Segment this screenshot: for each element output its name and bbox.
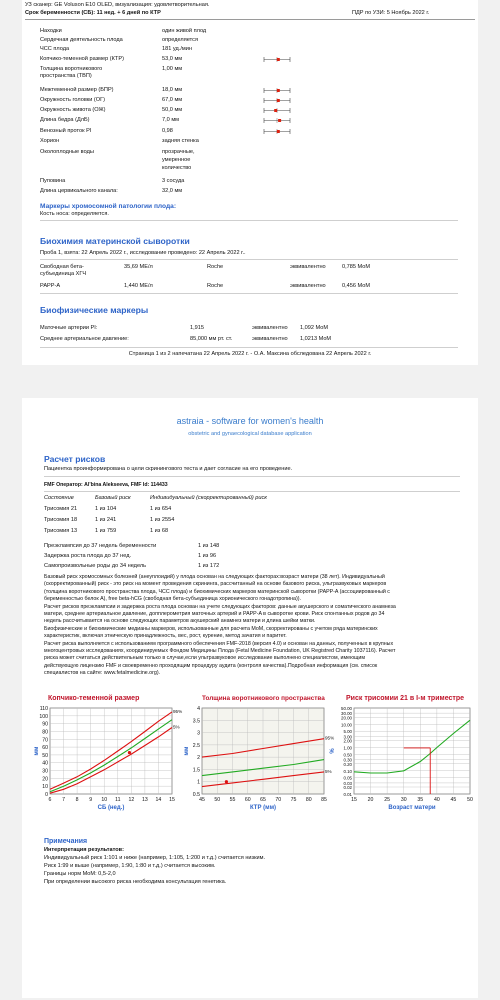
risk-title: Расчет рисков (44, 454, 106, 464)
explanation-line: матери, среднее артериальное давление, допплерометрия маточных артерий и PAPP-A в сыворотке крови. Риск спонтанных родов до 34 (44, 611, 385, 617)
y-tick-label: 30.00 (341, 711, 352, 717)
y-tick-label: 90 (42, 721, 48, 728)
y-tick-label: 80 (42, 729, 48, 736)
y-tick-label: 40 (42, 760, 48, 767)
y-tick-label: 30 (42, 768, 48, 775)
x-tick-label: 55 (229, 797, 236, 803)
biophys-eq: эквивалентно (252, 336, 288, 342)
series-label: 5% (173, 724, 180, 730)
y-tick-label: 0.50 (343, 752, 352, 758)
sample-line: Проба 1, взята: 22 Апрель 2022 г., исследование проведено: 22 Апрель 2022 г.. (40, 250, 246, 256)
y-tick-label: 1.00 (343, 745, 352, 751)
patient-point (225, 780, 228, 783)
finding-value: 7,0 мм (162, 117, 180, 123)
biophys-title: Биофизические маркеры (40, 305, 149, 315)
y-tick-label: 3.00 (343, 734, 352, 740)
gestation-label: Срок беременности (СБ): 11 нед. + 6 дней по КТР (25, 10, 161, 16)
y-tick-label: 50.00 (341, 706, 352, 711)
y-tick-label: 0.20 (343, 761, 352, 767)
x-tick-label: 14 (155, 797, 162, 803)
y-tick-label: 1 (197, 779, 200, 786)
y-tick-label: 70 (42, 737, 48, 744)
finding-label: Хорион (40, 138, 60, 144)
finding-value: 32,0 мм (162, 188, 183, 194)
y-tick-label: 20 (42, 776, 48, 783)
nt-chart (182, 704, 335, 820)
y-tick-label: 0.02 (343, 785, 352, 791)
finding-label: пространства (ТВП) (40, 73, 92, 79)
biophys-mom: 1,092 MoM (300, 325, 328, 331)
note-line: Риск 1:99 и выше (например, 1:90, 1:80 и т.д.) считается высоким. (44, 863, 216, 869)
x-tick-label: 25 (384, 797, 391, 803)
y-tick-label: 3.5 (192, 718, 200, 725)
finding-label: Сердечная деятельность плода (40, 37, 123, 43)
y-tick-label: 0.5 (192, 792, 200, 798)
x-tick-label: 10 (101, 797, 108, 803)
finding-label: Межтеменной размер (БПР) (40, 87, 114, 93)
divider (40, 259, 458, 260)
x-tick-label: 11 (115, 797, 121, 803)
y-tick-label: 2 (197, 755, 200, 762)
risk-header-condition: Состояние (44, 495, 74, 501)
x-tick-label: 9 (89, 797, 93, 803)
y-tick-label: 20.00 (341, 715, 352, 721)
y-tick-label: 4 (197, 706, 200, 712)
plot-area (354, 708, 470, 794)
divider (44, 476, 460, 477)
range-marker (262, 97, 292, 104)
explanation-line: риска может считаться действительным только в случае,если ультразвуковое исследование выполнено специалистом, имеющим (44, 655, 366, 662)
finding-value: количество (162, 165, 192, 171)
other-risk-value: 1 из 172 (198, 563, 220, 569)
finding-label: Окружность головки (ОГ) (40, 97, 106, 103)
finding-label: Находки (40, 28, 62, 34)
divider (40, 220, 458, 221)
finding-value: умеренное (162, 157, 191, 163)
biophys-label: Маточные артерии PI: (40, 325, 98, 331)
biochem-mom: 0,456 MoM (342, 283, 370, 289)
finding-value: 1,00 мм (162, 66, 183, 72)
explanation-line: многоцентровых исследованиях, координируемых Фондом Медицины Плода (Fetal Medicine Foundation, UK Registred Charity 1037116). Расчет (44, 648, 396, 654)
risk-cell: 1 из 654 (150, 506, 172, 512)
y-tick-label: 60 (42, 745, 48, 752)
explanation-line: Расчет риска выполняется с использованием программного обеспечения FMF-2018 (версия 4.0) и основан на данных, полученных в крупных (44, 640, 394, 647)
risk-header-individual: Индивидуальный (скорректированный) риск (150, 495, 267, 501)
scanner-line: УЗ сканер: GE Voluson E10 OLED, визуализация: удовлетворительная. (25, 2, 210, 8)
risk-cell: 1 из 104 (95, 506, 117, 512)
explanation-line: Биофизические и биохимические медианы маркеров, использованные для расчета MoM, скорректированы с учетом ряда материнских (44, 625, 378, 632)
edd-label: ПДР по УЗИ: 5 Ноябрь 2022 г. (352, 10, 430, 16)
finding-label: Окружность живота (ОЖ) (40, 107, 106, 113)
notes-subtitle: Интерпретация результатов: (44, 847, 124, 853)
biophys-value: 1,915 (190, 325, 204, 331)
report-page-1 (22, 0, 478, 365)
divider (40, 347, 458, 348)
other-risk-label: Задержка роста плода до 37 нед. (44, 553, 132, 559)
divider (25, 19, 475, 20)
finding-label: Длина бедра (ДлБ) (40, 117, 90, 123)
biochem-eq: эквивалентно (290, 264, 326, 270)
y-tick-label: 100 (39, 713, 48, 720)
x-tick-label: 85 (321, 797, 327, 803)
y-tick-label: 1.5 (192, 767, 200, 774)
finding-value: 50,0 мм (162, 107, 183, 113)
y-axis-label: мм (184, 746, 190, 756)
biochem-label: Свободная бета- (40, 264, 84, 270)
x-tick-label: 60 (244, 797, 251, 803)
risk-cell: 1 из 759 (95, 528, 117, 534)
patient-point (128, 751, 131, 754)
biophys-eq: эквивалентно (252, 325, 288, 331)
finding-label: ЧСС плода (40, 46, 70, 52)
explanation-line: (толщина воротникового пространства плода, ЧСС плода) и биохимических маркеров материнской сыворотки (PAPP-A (ассоциированный с (44, 588, 390, 595)
y-tick-label: 2.5 (192, 742, 200, 749)
y-tick-label: 110 (39, 706, 48, 712)
explanation-line: Базовый риск хромосомных болезней (анеуплоидий) у плода основан на следующих факторах:возраст матери (38 лет). Индивидуальный (44, 574, 385, 580)
finding-value: 53,0 мм (162, 56, 183, 62)
biophys-label: Среднее артериальное давление: (40, 336, 129, 342)
y-tick-label: 10.00 (341, 722, 352, 728)
biochem-title: Биохимия материнской сыворотки (40, 236, 190, 246)
other-risk-value: 1 из 96 (198, 553, 217, 559)
biophys-mom: 1,0213 MoM (300, 336, 332, 342)
finding-value: определяется (162, 37, 198, 43)
x-tick-label: 15 (169, 797, 175, 803)
nasal-bone: Кость носа: определяется. (40, 211, 109, 217)
biochem-mom: 0,785 MoM (342, 264, 370, 270)
y-tick-label: 0.05 (343, 775, 352, 781)
explanation-line: специалистов на сайте: www.fetalmedicine.org). (44, 670, 161, 677)
y-tick-label: 3 (197, 730, 200, 737)
finding-value: 67,0 мм (162, 97, 183, 103)
notes-title: Примечания (44, 838, 88, 845)
series-label: 95% (173, 708, 183, 714)
explanation-line: характеристик, включая этническую принадлежность, вес, рост, курение, метод зачатия и паритет. (44, 633, 287, 640)
biochem-method: Roche (207, 264, 224, 270)
other-risk-label: Преэклампсия до 37 недель беременности (44, 543, 157, 549)
x-tick-label: 70 (275, 797, 282, 803)
range-marker (262, 87, 292, 94)
x-tick-label: 40 (433, 797, 440, 803)
finding-label: Венозный проток PI (40, 128, 92, 134)
x-tick-label: 45 (450, 797, 457, 803)
other-risk-label: Самопроизвольные роды до 34 недель (44, 563, 147, 569)
x-tick-label: 45 (199, 797, 205, 803)
note-line: Границы норм MoM: 0,5-2,0 (44, 871, 116, 877)
risk-cell: 1 из 68 (150, 528, 169, 534)
note-line: Индивидуальный риск 1:101 и ниже (например, 1:105, 1:200 и т.д.) считается низким. (44, 855, 266, 861)
note-line: При определении высокого риска необходима консультация генетика. (44, 879, 227, 885)
page-footer: Страница 1 из 2 напечатана 22 Апрель 2022 г. - О.А. Максина обследована 22 Апрель 2022 г. (128, 351, 372, 357)
brand-title: astraia - software for women's health (176, 416, 324, 426)
explanation-line: действующую лицензию FMF и своевременно проходящим процедуру аудита (контроля качества).Подробная информация (см. список (44, 662, 378, 669)
markers-title: Маркеры хромосомной патологии плода: (40, 203, 177, 210)
x-tick-label: 30 (400, 797, 407, 803)
divider (40, 293, 458, 294)
explanation-line: (скорректированный) риск - это риск на момент проведения скрининга, рассчитанный на основе базового риска, ультразвуковых маркеров (44, 581, 387, 588)
consent-text: Пациентка проинформирована о цели скринингового теста и дает согласие на его проведение. (44, 466, 293, 472)
finding-label: Длина цервикального канала: (40, 188, 118, 194)
x-tick-label: 20 (367, 797, 374, 803)
y-tick-label: 0.30 (343, 757, 352, 763)
risk-cell: Трисомия 21 (44, 506, 78, 512)
y-tick-label: 0.03 (343, 780, 352, 786)
x-tick-label: 13 (141, 797, 148, 803)
x-tick-label: 50 (467, 797, 473, 803)
x-tick-label: 80 (305, 797, 312, 803)
finding-label: Пуповина (40, 178, 66, 184)
explanation-line: беременностью белок А), free beta-hCG (свободная бета-субъединица хорионического гонадотропина)). (44, 596, 301, 603)
series-label: 95% (325, 735, 335, 741)
crl-chart (32, 704, 183, 820)
biophys-value: 85,000 мм рт. ст. (190, 336, 233, 342)
finding-value: 3 сосуда (162, 178, 185, 184)
x-tick-label: 50 (214, 797, 221, 803)
biochem-label: PAPP-A (40, 283, 61, 289)
y-tick-label: 2.00 (343, 738, 352, 744)
y-tick-label: 0.10 (343, 768, 352, 774)
biochem-method: Roche (207, 283, 224, 289)
y-tick-label: 0.01 (343, 792, 352, 797)
brand-subtitle: obstetric and gynaecological database application (188, 431, 312, 437)
y-axis-label: % (330, 748, 336, 754)
finding-value: 0,98 (162, 128, 173, 134)
t21-chart (328, 704, 476, 820)
x-tick-label: 15 (351, 797, 357, 803)
chart-title-t21: Риск трисомии 21 в I-м триместре (346, 695, 464, 702)
biochem-eq: эквивалентно (290, 283, 326, 289)
risk-header-base: Базовый риск (95, 495, 131, 501)
chart-title-crl: Копчико-теменной размер (48, 695, 140, 702)
chart-title-nt: Толщина воротникового пространства (202, 695, 325, 702)
y-axis-label: мм (34, 746, 40, 756)
range-marker (262, 107, 292, 114)
finding-label: Копчико-теменной размер (КТР) (40, 56, 124, 62)
range-marker (262, 56, 292, 63)
x-axis-label: Возраст матери (388, 805, 436, 811)
biochem-label: субъединица ХГЧ (40, 271, 87, 277)
finding-value: один живой плод (162, 28, 207, 34)
range-marker (262, 128, 292, 135)
explanation-line: недель рассчитывается на основе следующих параметров акушерский анамнез матери и длина шейки матки. (44, 618, 316, 625)
x-tick-label: 65 (260, 797, 266, 803)
x-tick-label: 75 (290, 797, 297, 803)
range-marker (262, 117, 292, 124)
y-tick-label: 10 (42, 784, 48, 791)
finding-label: Толщина воротникового (40, 66, 103, 72)
y-tick-label: 50 (42, 752, 48, 759)
x-tick-label: 8 (75, 797, 79, 803)
finding-value: 181 уд./мин (162, 46, 192, 52)
x-tick-label: 6 (48, 797, 52, 803)
operator-line: FMF Оператор: Al'bina Alekseeva, FMF Id: 114433 (44, 482, 168, 488)
finding-label: Околоплодные воды (40, 149, 94, 155)
x-axis-label: СБ (нед.) (97, 805, 125, 811)
explanation-line: Расчет рисков преэклампсии и задержка роста плода основан на учете следующих факторов: данные акушерского и соматического анамнеза (44, 603, 396, 610)
finding-value: задняя стенка (162, 138, 199, 144)
series-label: 5% (325, 768, 332, 774)
biochem-value: 1,440 МЕ/л (124, 283, 153, 289)
finding-value: 18,0 мм (162, 87, 183, 93)
y-tick-label: 5.00 (343, 729, 352, 735)
finding-value: прозрачные, (162, 149, 195, 155)
divider (44, 491, 460, 492)
x-tick-label: 35 (417, 797, 424, 803)
y-tick-label: 0 (45, 792, 48, 798)
x-tick-label: 12 (128, 797, 135, 803)
report-page-2 (22, 398, 478, 998)
biochem-value: 35,69 МЕ/л (124, 264, 153, 270)
other-risk-value: 1 из 148 (198, 543, 220, 549)
x-tick-label: 7 (62, 797, 66, 803)
risk-cell: 1 из 241 (95, 517, 117, 523)
x-axis-label: КТР (мм) (249, 805, 277, 811)
risk-cell: 1 из 2554 (150, 517, 175, 523)
risk-cell: Трисомия 13 (44, 528, 78, 534)
risk-cell: Трисомия 18 (44, 517, 78, 523)
